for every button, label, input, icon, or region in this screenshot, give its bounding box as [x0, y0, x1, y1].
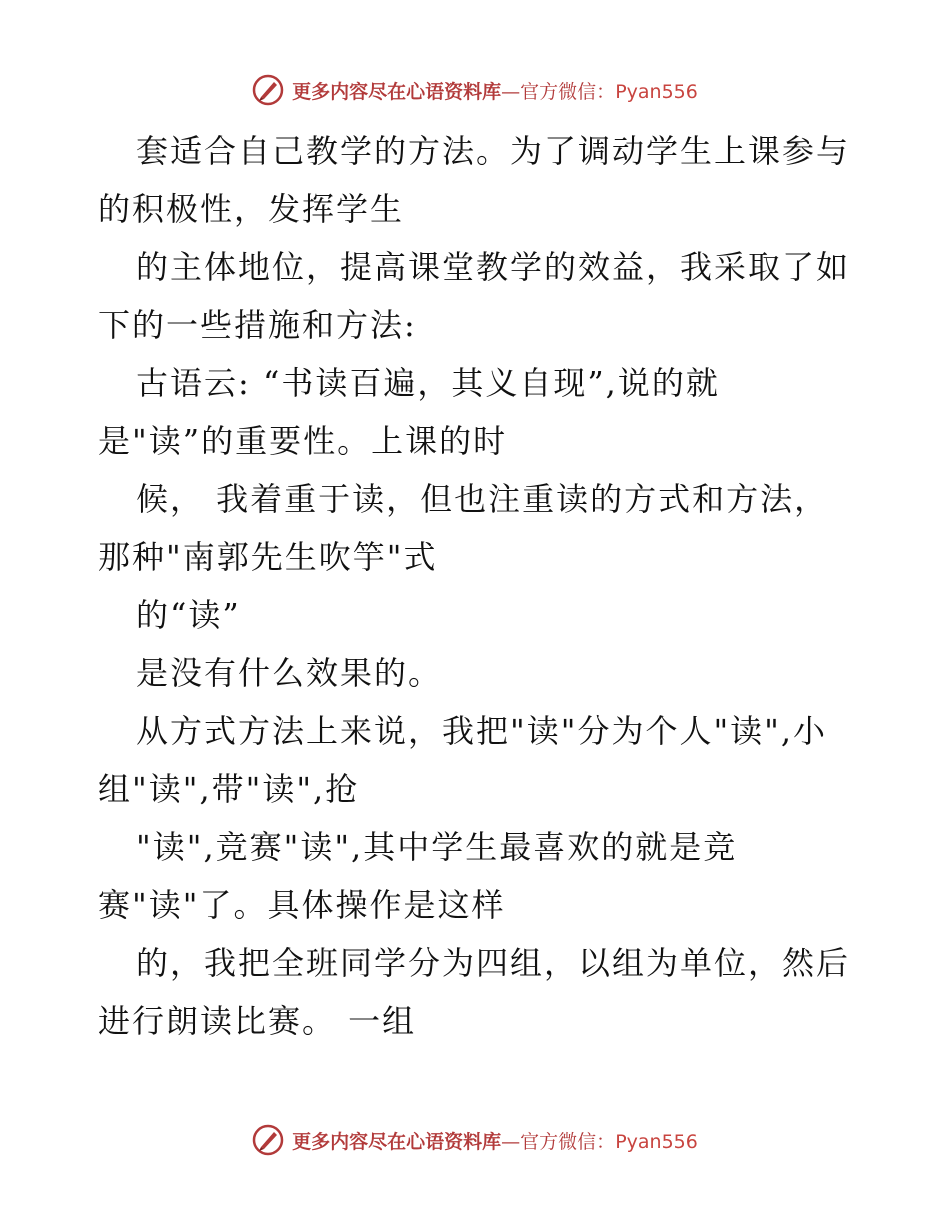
paragraph-line: 的积极性，发挥学生 [98, 190, 405, 228]
paragraph-line: 组"读",带"读",抢 [98, 770, 360, 808]
header-watermark [0, 70, 950, 110]
watermark-main-text: 更多内容尽在心语资料库 [292, 1130, 502, 1153]
watermark-wechat-id: Pyan556 [615, 1130, 698, 1153]
document-body [98, 122, 868, 1050]
feather-pen-logo-icon [252, 1124, 284, 1156]
feather-pen-logo-icon [252, 74, 284, 106]
paragraph-line: 是没有什么效果的。 [136, 654, 443, 692]
paragraph-line: 的，我把全班同学分为四组，以组为单位，然后 [136, 944, 851, 982]
watermark-wechat-label: 官方微信： [520, 1130, 616, 1153]
watermark-separator: — [501, 1130, 521, 1153]
paragraph-line: 套适合自己教学的方法。为了调动学生上课参与 [136, 132, 851, 170]
watermark-main-text: 更多内容尽在心语资料库 [292, 80, 502, 103]
footer-watermark [0, 1120, 950, 1160]
watermark-separator: — [501, 80, 521, 103]
paragraph-line: 那种"南郭先生吹竽"式 [98, 538, 438, 576]
paragraph-line: 进行朗读比赛。 一组 [98, 1002, 417, 1040]
paragraph-line: 的“读” [136, 596, 241, 634]
paragraph-line: 的主体地位，提高课堂教学的效益，我采取了如 [136, 248, 851, 286]
watermark-wechat-id: Pyan556 [615, 80, 698, 103]
paragraph-line: 古语云: “书读百遍，其义自现”,说的就 [136, 364, 720, 402]
paragraph-line: 从方式方法上来说，我把"读"分为个人"读",小 [136, 712, 828, 750]
paragraph-line: 下的一些措施和方法: [98, 306, 417, 344]
paragraph-line: 赛"读"了。具体操作是这样 [98, 886, 506, 924]
paragraph-line: 是"读”的重要性。上课的时 [98, 422, 508, 460]
paragraph-line: "读",竞赛"读",其中学生最喜欢的就是竞 [136, 828, 738, 866]
paragraph-line: 候， 我着重于读，但也注重读的方式和方法， [136, 480, 829, 518]
watermark-wechat-label: 官方微信： [520, 80, 616, 103]
